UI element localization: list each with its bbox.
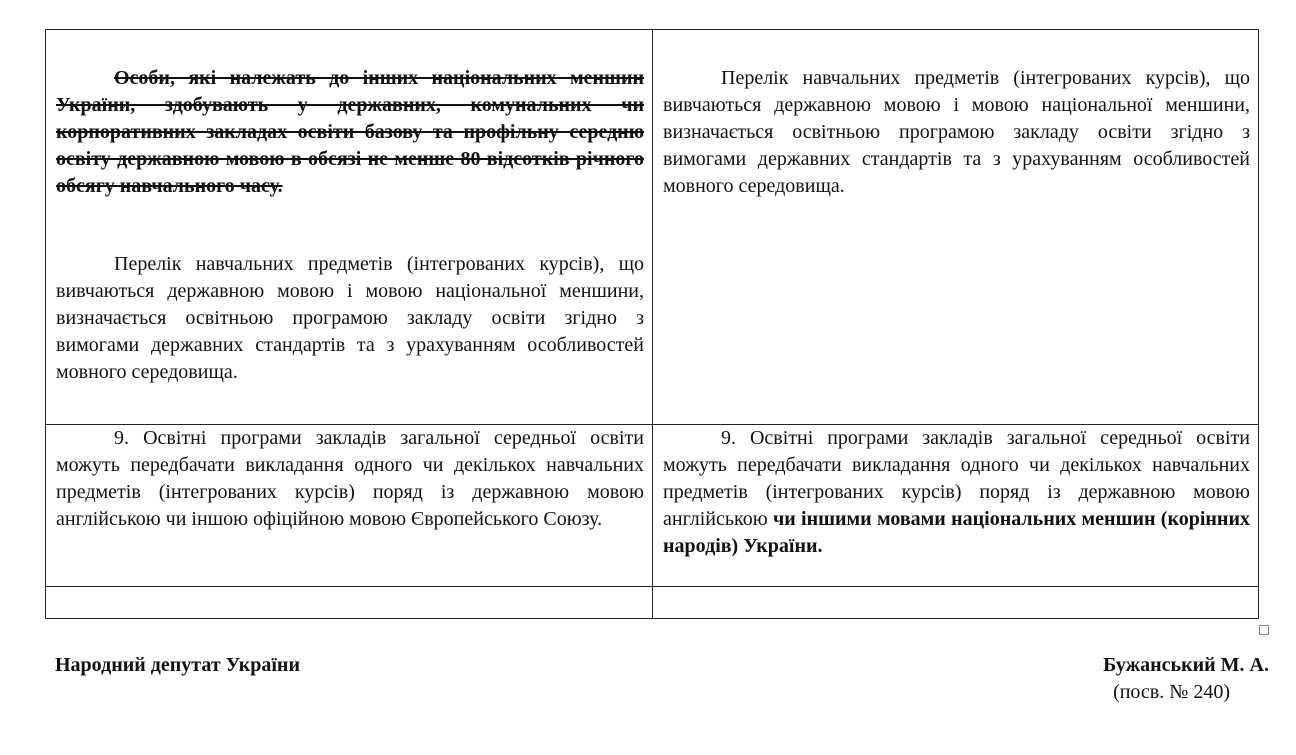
paragraph: Перелік навчальних предметів (інтегрованих курсів), що вивчаються державною мовою і мовою національної меншини, визначається освітньою програмою закладу освіти згідно з вимогами державних стандартів та з урахуванням особливостей мовного середовища.: [56, 253, 644, 383]
signer-name: Бужанський М. А.: [1103, 654, 1269, 676]
table-resize-handle[interactable]: [1259, 625, 1269, 635]
paragraph: [663, 425, 1250, 560]
table-cell-empty[interactable]: [653, 587, 1259, 619]
signer-id-number: (посв. № 240): [1113, 681, 1230, 703]
table-row: [46, 425, 1259, 587]
signer-title: Народний депутат України: [55, 654, 300, 676]
table-row-empty: [46, 587, 1259, 619]
struck-paragraph: Особи, які належать до інших національних меншин України, здобувають у державних, комунальних чи корпоративних закладах освіти базову та профільну середню освіту державною мовою в обсязі не менше 80 відсотків річного обсягу навчального часу.: [56, 67, 644, 197]
table-cell-current: [46, 425, 653, 587]
table-row: [46, 30, 1259, 425]
table-cell-proposed: [653, 30, 1259, 425]
comparison-table: [45, 29, 1259, 619]
table-cell-proposed: [653, 425, 1259, 587]
table-cell-current: [46, 30, 653, 425]
paragraph: Перелік навчальних предметів (інтегрованих курсів), що вивчаються державною мовою і мовою національної меншини, визначається освітньою програмою закладу освіти згідно з вимогами державних стандартів та з урахуванням особливостей мовного середовища.: [663, 67, 1250, 197]
paragraph: 9. Освітні програми закладів загальної середньої освіти можуть передбачати викладання одного чи декількох навчальних предметів (інтегрованих курсів) поряд із державною мовою англійською чи іншою офіційною мовою Європейського Союзу.: [56, 427, 644, 530]
bold-amendment-text: чи іншими мовами національних меншин (корінних народів) України.: [663, 508, 1250, 557]
plain-text: 9. Освітні програми закладів загальної середньої освіти можуть передбачати викладання одного чи декількох навчальних предметів (інтегрованих курсів) поряд із державною мовою англійською: [663, 427, 1250, 530]
table-cell-empty[interactable]: [46, 587, 653, 619]
